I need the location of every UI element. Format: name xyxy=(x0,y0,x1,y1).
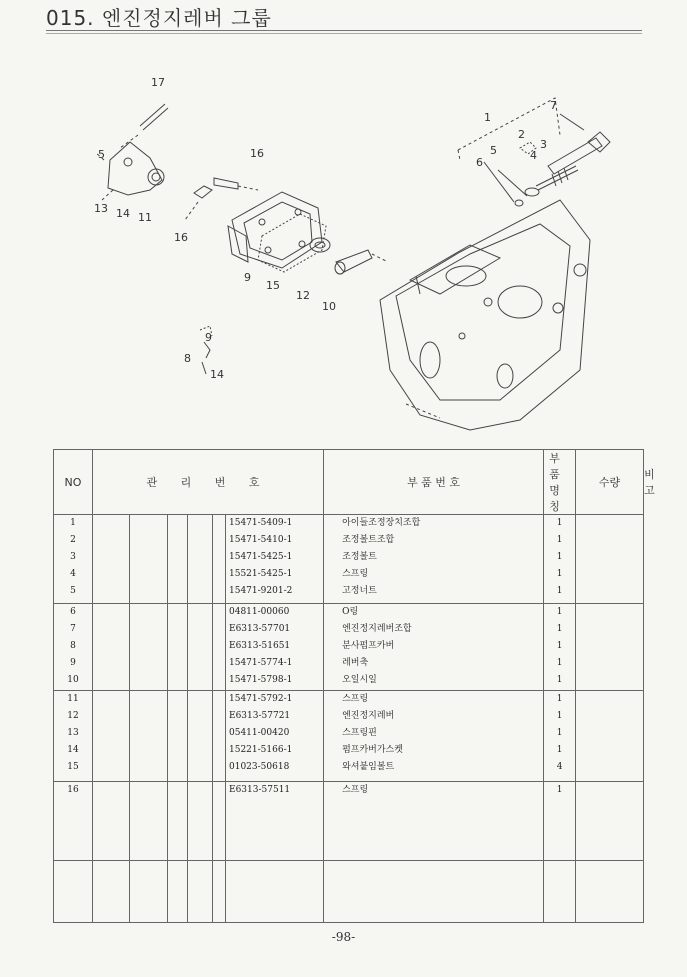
quantity-cell xyxy=(544,691,576,782)
row-no-cell xyxy=(54,515,93,604)
diagram-label-13: 13 xyxy=(94,202,108,215)
part-number-cell xyxy=(226,515,324,604)
diagram-label-1: 1 xyxy=(484,111,491,124)
empty-cell xyxy=(54,861,93,923)
quantity: 1 xyxy=(556,552,563,562)
part-number: E6313-57511 xyxy=(229,785,291,795)
empty-cell xyxy=(93,782,130,861)
part-name: 스프링 xyxy=(342,785,369,795)
empty-cell xyxy=(130,515,168,604)
diagram-label-8: 8 xyxy=(184,352,191,365)
header-no: NO xyxy=(54,450,93,515)
diagram-label-11: 11 xyxy=(138,211,152,224)
quantity: 1 xyxy=(556,745,563,755)
row-no: 15 xyxy=(67,762,79,772)
header-qty: 수량 xyxy=(576,450,644,515)
table-row-group xyxy=(54,782,644,861)
parts-table-body xyxy=(54,515,644,923)
part-name: 와셔붙임볼트 xyxy=(342,762,395,772)
quantity: 1 xyxy=(556,658,563,668)
empty-cell xyxy=(226,861,324,923)
row-no: 13 xyxy=(67,728,79,738)
diagram-label-12: 12 xyxy=(296,289,310,302)
part-number: 15471-5774-1 xyxy=(229,658,293,668)
empty-cell xyxy=(213,782,226,861)
row-no-cell xyxy=(54,782,93,861)
row-no: 6 xyxy=(70,607,76,617)
row-no: 3 xyxy=(70,552,76,562)
row-no-cell xyxy=(54,604,93,691)
diagram-label-5: 5 xyxy=(98,148,105,161)
empty-cell xyxy=(188,604,213,691)
empty-cell xyxy=(93,861,130,923)
table-row-empty xyxy=(54,861,644,923)
quantity: 1 xyxy=(556,785,563,795)
empty-cell xyxy=(544,861,576,923)
empty-cell xyxy=(130,604,168,691)
header-part-name: 부 품 명 칭 xyxy=(544,450,576,515)
quantity-cell xyxy=(544,782,576,861)
part-number: 15521-5425-1 xyxy=(229,569,293,579)
empty-cell xyxy=(213,861,226,923)
part-number-cell xyxy=(226,691,324,782)
diagram-label-14-lower: 14 xyxy=(210,368,224,381)
table-row-group xyxy=(54,515,644,604)
header-part-no: 부 품 번 호 xyxy=(324,450,544,515)
part-name: 오일시일 xyxy=(342,675,377,685)
empty-cell xyxy=(93,515,130,604)
empty-cell xyxy=(213,515,226,604)
part-number: E6313-57721 xyxy=(229,711,291,721)
empty-cell xyxy=(213,691,226,782)
quantity-cell xyxy=(544,515,576,604)
row-no: 11 xyxy=(67,694,79,704)
part-name: 스프링 xyxy=(342,694,369,704)
part-number: 15471-5425-1 xyxy=(229,552,293,562)
row-no: 1 xyxy=(70,518,76,528)
row-no: 8 xyxy=(70,641,76,651)
diagram-label-17: 17 xyxy=(151,76,165,89)
part-name: 조정볼트조합 xyxy=(342,535,395,545)
empty-cell xyxy=(130,861,168,923)
part-number: 15471-5792-1 xyxy=(229,694,293,704)
part-name: 고정너트 xyxy=(342,586,377,596)
part-name-cell xyxy=(324,604,544,691)
empty-cell xyxy=(168,604,188,691)
part-number: 15471-5409-1 xyxy=(229,518,293,528)
row-no: 9 xyxy=(70,658,76,668)
part-number-cell xyxy=(226,782,324,861)
quantity: 1 xyxy=(556,518,563,528)
page-number: -98- xyxy=(331,930,356,944)
quantity: 1 xyxy=(556,569,563,579)
row-no: 4 xyxy=(70,569,76,579)
diagram-label-10: 10 xyxy=(322,300,336,313)
quantity: 1 xyxy=(556,694,563,704)
part-name-cell xyxy=(324,782,544,861)
row-no: 5 xyxy=(70,586,76,596)
row-no: 10 xyxy=(67,675,79,685)
quantity-cell xyxy=(544,604,576,691)
empty-cell xyxy=(130,691,168,782)
part-number: E6313-51651 xyxy=(229,641,291,651)
empty-cell xyxy=(93,604,130,691)
part-name: 스프링 xyxy=(342,569,369,579)
empty-cell xyxy=(188,515,213,604)
diagram-label-6: 6 xyxy=(476,156,483,169)
part-number: 01023-50618 xyxy=(229,762,290,772)
part-name: 엔진정지레버조합 xyxy=(342,624,412,634)
empty-cell xyxy=(576,515,644,604)
title-underline-secondary xyxy=(46,33,642,34)
diagram-label-4: 4 xyxy=(530,149,537,162)
part-name: 분사펌프카버 xyxy=(342,641,395,651)
quantity: 1 xyxy=(556,607,563,617)
quantity: 1 xyxy=(556,711,563,721)
empty-cell xyxy=(93,691,130,782)
empty-cell xyxy=(188,691,213,782)
empty-cell xyxy=(130,782,168,861)
row-no: 14 xyxy=(67,745,79,755)
row-no: 7 xyxy=(70,624,76,634)
part-number: 15471-5798-1 xyxy=(229,675,293,685)
part-number: E6313-57701 xyxy=(229,624,291,634)
part-number: 04811-00060 xyxy=(229,607,290,617)
empty-cell xyxy=(188,861,213,923)
diagram-label-16-upper: 16 xyxy=(250,147,264,160)
row-no: 2 xyxy=(70,535,76,545)
header-mgmt-no: 관 리 번 호 xyxy=(93,450,324,515)
empty-cell xyxy=(168,782,188,861)
quantity: 1 xyxy=(556,675,563,685)
exploded-parts-diagram xyxy=(0,40,687,440)
table-row-group xyxy=(54,691,644,782)
quantity: 1 xyxy=(556,535,563,545)
empty-cell xyxy=(576,604,644,691)
empty-cell xyxy=(576,782,644,861)
empty-cell xyxy=(576,691,644,782)
part-number-cell xyxy=(226,604,324,691)
diagram-label-5-right: 5 xyxy=(490,144,497,157)
diagram-label-16-lower: 16 xyxy=(174,231,188,244)
parts-table xyxy=(53,449,665,923)
title-underline xyxy=(46,30,642,31)
part-name: 펌프카버가스켓 xyxy=(342,745,403,755)
table-header-row: NO 관 리 번 호 부 품 번 호 부 품 명 칭 수량 비 고 xyxy=(54,450,644,515)
diagram-label-7: 7 xyxy=(550,99,557,112)
part-name: 스프링핀 xyxy=(342,728,377,738)
quantity: 1 xyxy=(556,728,563,738)
empty-cell xyxy=(213,604,226,691)
empty-cell xyxy=(168,515,188,604)
empty-cell xyxy=(188,782,213,861)
row-no: 12 xyxy=(67,711,79,721)
diagram-label-2: 2 xyxy=(518,128,525,141)
part-name: 엔진정지레버 xyxy=(342,711,395,721)
quantity: 1 xyxy=(556,586,563,596)
diagram-label-15: 15 xyxy=(266,279,280,292)
quantity: 1 xyxy=(556,624,563,634)
diagram-label-9: 9 xyxy=(244,271,251,284)
table-row-group xyxy=(54,604,644,691)
quantity: 1 xyxy=(556,641,563,651)
diagram-label-3: 3 xyxy=(540,138,547,151)
empty-cell xyxy=(168,861,188,923)
diagram-label-9-lower: 9 xyxy=(205,331,212,344)
empty-cell xyxy=(168,691,188,782)
part-name: 아이들조정장치조합 xyxy=(342,518,421,528)
part-number: 05411-00420 xyxy=(229,728,290,738)
part-name-cell xyxy=(324,691,544,782)
row-no-cell xyxy=(54,691,93,782)
part-name: 레버축 xyxy=(342,658,369,668)
empty-cell xyxy=(576,861,644,923)
part-name: O링 xyxy=(342,607,359,617)
empty-cell xyxy=(324,861,544,923)
part-number: 15471-9201-2 xyxy=(229,586,293,596)
diagram-label-14: 14 xyxy=(116,207,130,220)
part-name-cell xyxy=(324,515,544,604)
part-number: 15221-5166-1 xyxy=(229,745,293,755)
part-number: 15471-5410-1 xyxy=(229,535,293,545)
quantity: 4 xyxy=(556,762,563,772)
row-no: 16 xyxy=(67,785,79,795)
page-title: 015. 엔진정지레버 그룹 xyxy=(46,6,272,30)
part-name: 조정볼트 xyxy=(342,552,377,562)
